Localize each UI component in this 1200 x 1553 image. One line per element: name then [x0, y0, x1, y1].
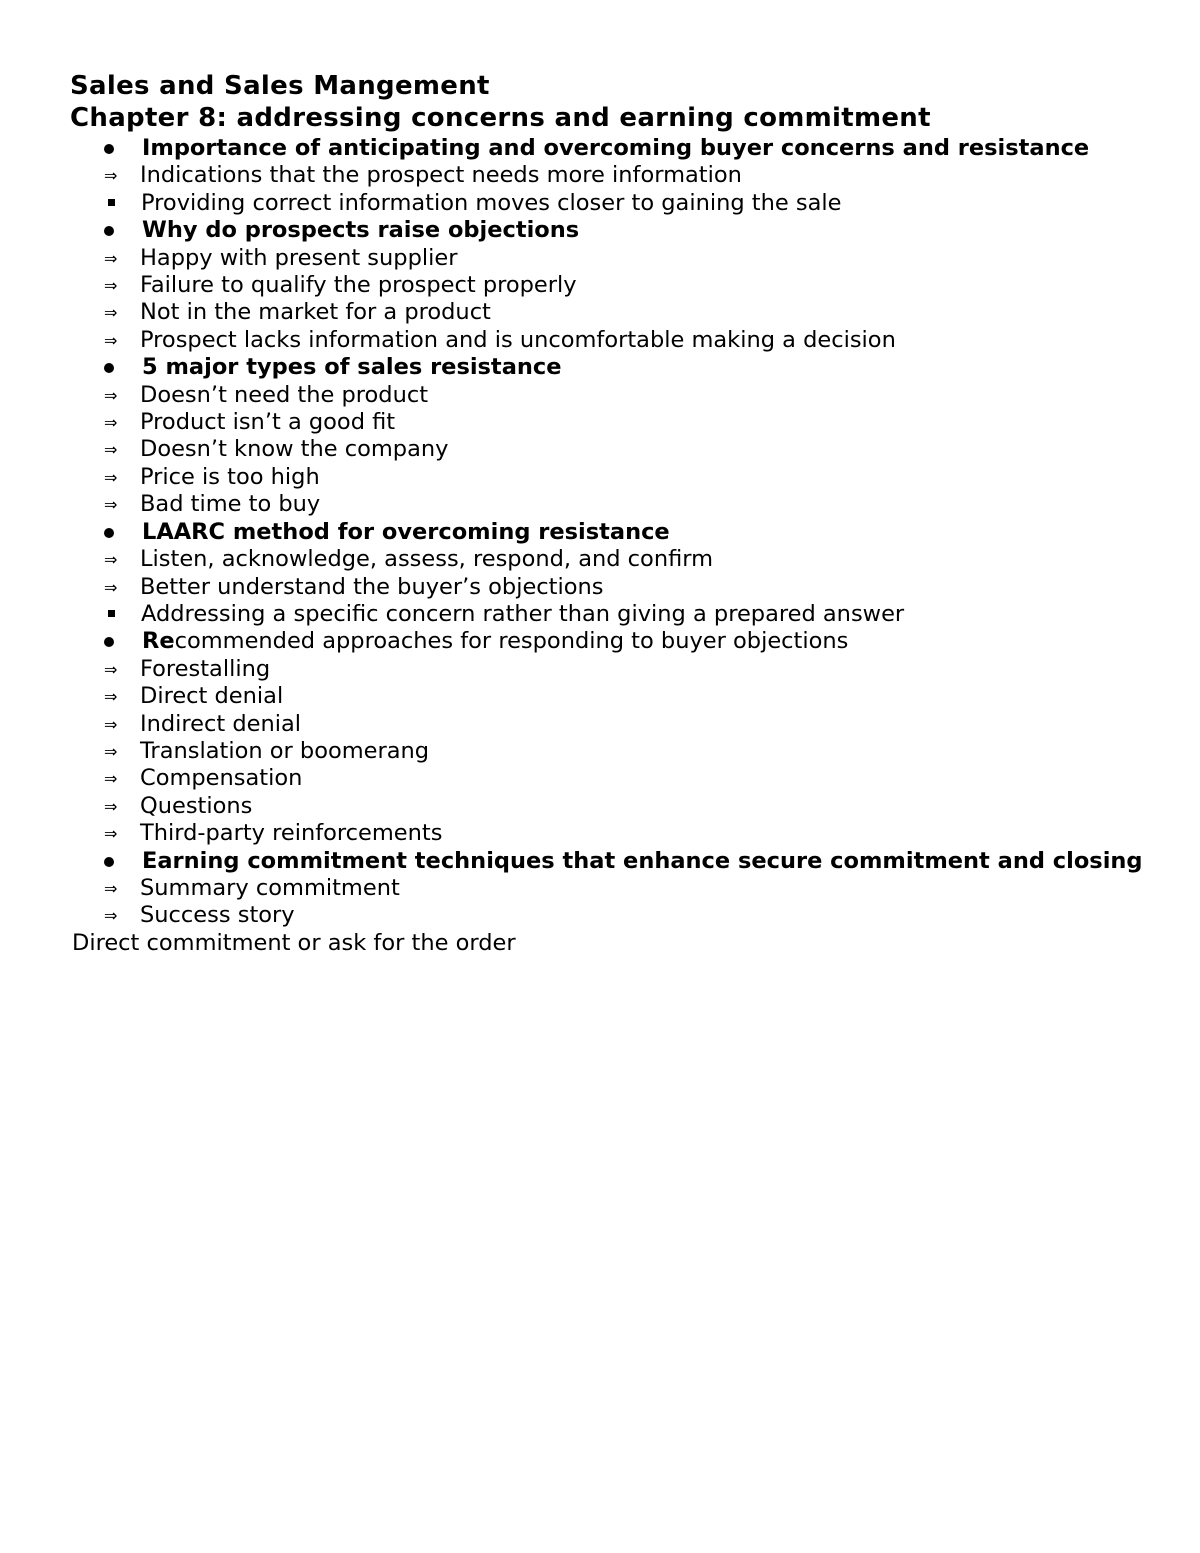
arrow-icon: ⇒	[104, 687, 118, 707]
arrow-icon: ⇒	[104, 714, 118, 734]
bullet-icon	[104, 226, 114, 236]
outline-section	[70, 217, 1150, 244]
item-text: Product isn’t a good fit	[140, 409, 396, 436]
outline-item	[70, 546, 1150, 573]
outline-item	[70, 382, 1150, 409]
outline-item	[70, 711, 1150, 738]
item-text: Summary commitment	[140, 874, 400, 901]
section-heading	[142, 628, 1150, 655]
outline-item	[70, 491, 1150, 518]
chapter-heading: Chapter 8: addressing concerns and earning commitment	[70, 103, 931, 133]
bullet-icon	[104, 637, 114, 647]
outline-item	[70, 765, 1150, 792]
section-heading: Earning commitment techniques that enhance secure commitment and closing	[142, 847, 1143, 874]
outline-section	[70, 354, 1150, 381]
outline-item	[70, 245, 1150, 272]
subitem-text: Providing correct information moves closer to gaining the sale	[141, 189, 842, 216]
arrow-icon: ⇒	[104, 495, 118, 515]
outline-item	[70, 875, 1150, 902]
item-text: Forestalling	[140, 655, 271, 682]
item-text: Not in the market for a product	[140, 299, 491, 326]
outline-section	[70, 135, 1150, 162]
outline-item	[70, 409, 1150, 436]
bullet-icon	[104, 144, 114, 154]
outline-item	[70, 436, 1150, 463]
item-text: Translation or boomerang	[140, 737, 430, 764]
bullet-icon	[104, 857, 114, 867]
item-text: Direct denial	[140, 683, 284, 710]
item-text: Price is too high	[140, 463, 320, 490]
section-heading: LAARC method for overcoming resistance	[142, 518, 670, 545]
outline-section	[70, 848, 1150, 875]
arrow-icon: ⇒	[104, 330, 118, 350]
arrow-icon: ⇒	[104, 166, 118, 186]
item-text: Doesn’t know the company	[140, 436, 449, 463]
item-text: Happy with present supplier	[140, 244, 458, 271]
item-text: Failure to qualify the prospect properly	[140, 272, 577, 299]
outline-item	[70, 272, 1150, 299]
outline-item	[70, 738, 1150, 765]
outline-list	[70, 135, 1150, 930]
item-text: Prospect lacks information and is uncomfortable making a decision	[140, 326, 896, 353]
item-text: Compensation	[140, 765, 303, 792]
outline-section	[70, 628, 1150, 655]
outline-item	[70, 464, 1150, 491]
section-heading-bold-part: Re	[142, 628, 175, 655]
arrow-icon: ⇒	[104, 467, 118, 487]
outline-item	[70, 327, 1150, 354]
closing-line: Direct commitment or ask for the order	[72, 929, 516, 956]
outline-item	[70, 902, 1150, 929]
arrow-icon: ⇒	[104, 878, 118, 898]
item-text: Bad time to buy	[140, 491, 321, 518]
document-page	[70, 70, 1150, 957]
arrow-icon: ⇒	[104, 906, 118, 926]
arrow-icon: ⇒	[104, 550, 118, 570]
bullet-icon	[104, 528, 114, 538]
item-text: Indirect denial	[140, 710, 302, 737]
outline-item	[70, 793, 1150, 820]
section-heading: 5 major types of sales resistance	[142, 354, 562, 381]
outline-item	[70, 820, 1150, 847]
outline-item	[70, 299, 1150, 326]
arrow-icon: ⇒	[104, 577, 118, 597]
square-bullet-icon	[108, 610, 115, 617]
arrow-icon: ⇒	[104, 276, 118, 296]
section-heading: Why do prospects raise objections	[142, 217, 580, 244]
item-text: Questions	[140, 792, 253, 819]
item-text: Success story	[140, 902, 295, 929]
arrow-icon: ⇒	[104, 385, 118, 405]
square-bullet-icon	[108, 199, 115, 206]
item-text: Indications that the prospect needs more information	[140, 162, 742, 189]
item-text: Doesn’t need the product	[140, 381, 429, 408]
document-title: Sales and Sales Mangement	[70, 71, 490, 101]
bullet-icon	[104, 363, 114, 373]
arrow-icon: ⇒	[104, 769, 118, 789]
outline-section	[70, 519, 1150, 546]
outline-item	[70, 656, 1150, 683]
section-heading-rest: commended approaches for responding to buyer objections	[174, 628, 849, 655]
arrow-icon: ⇒	[104, 440, 118, 460]
item-text: Third-party reinforcements	[140, 820, 443, 847]
arrow-icon: ⇒	[104, 248, 118, 268]
arrow-icon: ⇒	[104, 741, 118, 761]
outline-subitem	[70, 601, 1150, 628]
outline-item	[70, 574, 1150, 601]
item-text: Listen, acknowledge, assess, respond, and confirm	[140, 546, 714, 573]
outline-item	[70, 162, 1150, 189]
section-heading: Importance of anticipating and overcoming buyer concerns and resistance	[142, 135, 1090, 161]
arrow-icon: ⇒	[104, 413, 118, 433]
subitem-text: Addressing a specific concern rather than giving a prepared answer	[141, 600, 905, 627]
arrow-icon: ⇒	[104, 796, 118, 816]
arrow-icon: ⇒	[104, 659, 118, 679]
arrow-icon: ⇒	[104, 303, 118, 323]
outline-subitem	[70, 190, 1150, 217]
item-text: Better understand the buyer’s objections	[140, 573, 604, 600]
outline-item	[70, 683, 1150, 710]
arrow-icon: ⇒	[104, 824, 118, 844]
